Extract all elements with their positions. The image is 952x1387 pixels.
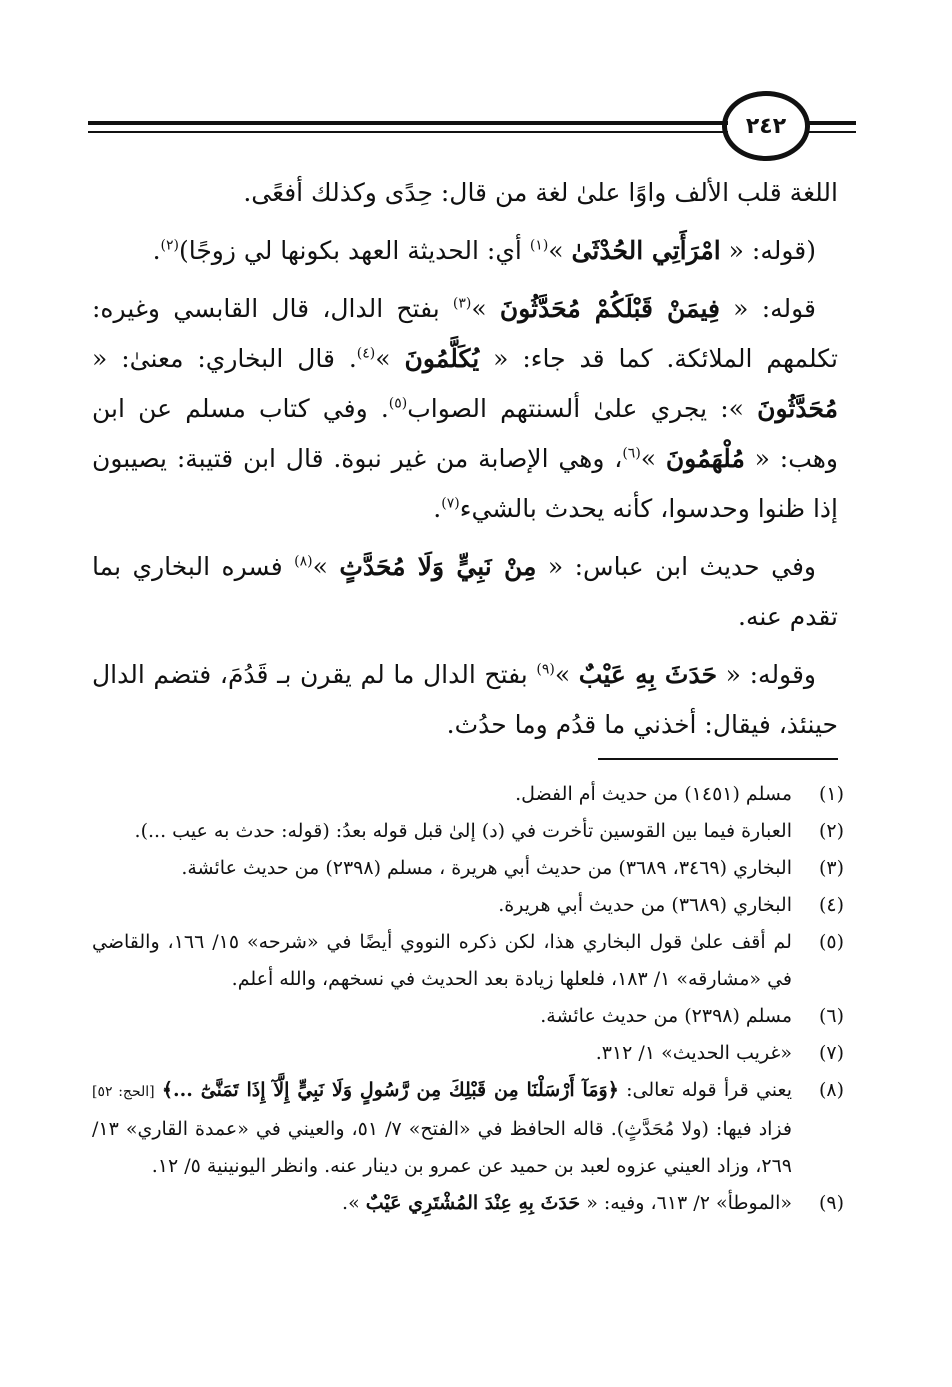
footnote-ref[interactable]: (٨) xyxy=(294,553,313,570)
footnote-number: (٢) xyxy=(818,820,844,842)
footnote-item xyxy=(92,924,844,998)
footnote-number: (٥) xyxy=(818,931,844,953)
footnote-text: البخاري (٣٤٦٩، ٣٦٨٩) من حديث أبي هريرة ، مسلم (٢٣٩٨) من حديث عائشة. xyxy=(181,857,792,879)
footnote-text: «غريب الحديث» ١/ ٣١٢. xyxy=(595,1042,792,1064)
footnote-text: يعني قرأ قوله تعالى: ﴿وَمَآ أَرْسَلْنَا مِن قَبْلِكَ مِن رَّسُولٍ وَلَا نَبِيٍّ إِلَّآ إِذَا تَمَنَّىٰٓ ...﴾ [الحج: ٥٢] فزاد فيها: (ولا مُحَدَّثٍ). قاله الحافظ في «الفتح» ٧/ ٥١، والعيني في «عمدة القاري» ١٣/ ٢٦٩، وزاد العيني عزوه لعبد بن حميد عن عمرو بن دينار عنه. وانظر اليونينية ٥/ ١٢. xyxy=(92,1079,792,1177)
footnote-ref[interactable]: (٦) xyxy=(622,445,641,462)
quoted-hadith-term: مُلْهَمُونَ xyxy=(665,444,745,473)
footnote-separator xyxy=(598,758,838,760)
footnote-number: (٨) xyxy=(818,1079,844,1101)
header-rule-right-thin xyxy=(808,131,856,133)
footnote-ref[interactable]: (١) xyxy=(529,237,549,254)
verse-reference: [الحج: ٥٢] xyxy=(92,1084,155,1100)
footnote-number: (٣) xyxy=(818,857,844,879)
footnote-item xyxy=(92,1072,844,1185)
main-text xyxy=(92,168,838,750)
footnote-item xyxy=(92,1035,844,1072)
footnote-item xyxy=(92,813,844,850)
quoted-hadith-term: حَدَثَ بِهِ عِنْدَ المُشْتَرِي عَيْبٌ xyxy=(365,1192,581,1214)
header-rule-right xyxy=(808,121,856,125)
paragraph-1: اللغة قلب الألف واوًا علىٰ لغة من قال: حِدًى وكذلك أفعًى. xyxy=(243,178,838,207)
footnote-text: البخاري (٣٦٨٩) من حديث أبي هريرة. xyxy=(498,894,792,916)
footnote-ref[interactable]: (٣) xyxy=(452,295,472,312)
quoted-hadith-term: حَدَثَ بِهِ عَيْبٌ xyxy=(578,660,718,689)
footnote-item xyxy=(92,998,844,1035)
quoted-hadith-term: مُحَدَّثُونَ xyxy=(757,394,838,423)
header-rule-thin xyxy=(88,131,728,133)
footnote-item xyxy=(92,1185,844,1222)
footnote-ref[interactable]: (٢) xyxy=(160,237,179,254)
footnote-text: العبارة فيما بين القوسين تأخرت في (د) إلىٰ قبل قوله بعدُ: (قوله: حدث به عيب ...). xyxy=(134,820,792,842)
footnote-number: (٦) xyxy=(818,1005,844,1027)
footnotes xyxy=(92,776,844,1222)
page-number: ٢٤٢ xyxy=(722,91,810,161)
footnote-number: (٧) xyxy=(818,1042,844,1064)
footnote-item xyxy=(92,850,844,887)
footnote-ref[interactable]: (٩) xyxy=(536,661,555,678)
header-rule xyxy=(88,121,728,125)
paragraph-5: وقوله: « حَدَثَ بِهِ عَيْبٌ »$^{(٩)}$ بفتح الدال ما لم يقرن بـ قَدُمَ، فتضم الدال حينئذ، فيقال: أخذني ما قدُم وما حدُث. xyxy=(92,660,838,739)
paragraph-2: (قوله: « امْرَأَتِي الحُدْثَىٰ »$^{(١)}$ أي: الحديثة العهد بكونها لي زوجًا)$^{(٢)}$. xyxy=(152,236,816,265)
footnote-text: «الموطأ» ٢/ ٦١٣، وفيه: « حَدَثَ بِهِ عِنْدَ المُشْتَرِي عَيْبٌ ». xyxy=(342,1192,792,1214)
quoted-hadith-term: مِنْ نَبِيٍّ وَلَا مُحَدَّثٍ xyxy=(339,552,537,581)
quoted-hadith-term: يُكَلَّمُونَ xyxy=(404,344,480,373)
footnote-text: لم أقف علىٰ قول البخاري هذا، لكن ذكره النووي أيضًا في «شرحه» ١٥/ ١٦٦، والقاضي في «مشارقه» ١/ ١٨٣، فلعلها زيادة بعد الحديث في نسخهم، والله أعلم. xyxy=(92,931,792,990)
paragraph-4: وفي حديث ابن عباس: « مِنْ نَبِيٍّ وَلَا مُحَدَّثٍ »$^{(٨)}$ فسره البخاري بما تقدم عنه. xyxy=(92,552,838,631)
footnote-text: مسلم (١٤٥١) من حديث أم الفضل. xyxy=(515,783,792,805)
footnote-ref[interactable]: (٥) xyxy=(388,395,408,412)
footnote-text: مسلم (٢٣٩٨) من حديث عائشة. xyxy=(540,1005,792,1027)
footnote-number: (٤) xyxy=(818,894,844,916)
quran-verse: ﴿وَمَآ أَرْسَلْنَا مِن قَبْلِكَ مِن رَّسُولٍ وَلَا نَبِيٍّ إِلَّآ إِذَا تَمَنَّىٰٓ ...﴾ xyxy=(161,1079,619,1101)
footnote-ref[interactable]: (٧) xyxy=(441,495,460,512)
footnote-ref[interactable]: (٤) xyxy=(356,345,376,362)
footnote-item xyxy=(92,887,844,924)
footnote-number: (١) xyxy=(818,783,844,805)
quoted-hadith-term: امْرَأَتِي الحُدْثَىٰ xyxy=(571,236,721,265)
footnote-item xyxy=(92,776,844,813)
paragraph-3: قوله: « فِيمَنْ قَبْلَكُمْ مُحَدَّثُونَ »$^{(٣)}$ بفتح الدال، قال القابسي وغيره: تكلمهم الملائكة. كما قد جاء: « يُكَلَّمُونَ »$^{(٤)}$. قال البخاري: معنىٰ: « مُحَدَّثُونَ »: يجري علىٰ ألسنتهم الصواب$^{(٥)}$. وفي كتاب مسلم عن ابن وهب: « مُلْهَمُونَ »$^{(٦)}$، وهي الإصابة من غير نبوة. قال ابن قتيبة: يصيبون إذا ظنوا وحدسوا، كأنه يحدث بالشيء$^{(٧)}$. xyxy=(92,294,839,523)
footnote-number: (٩) xyxy=(818,1192,844,1214)
quoted-hadith-term: فِيمَنْ قَبْلَكُمْ مُحَدَّثُونَ xyxy=(499,294,720,323)
